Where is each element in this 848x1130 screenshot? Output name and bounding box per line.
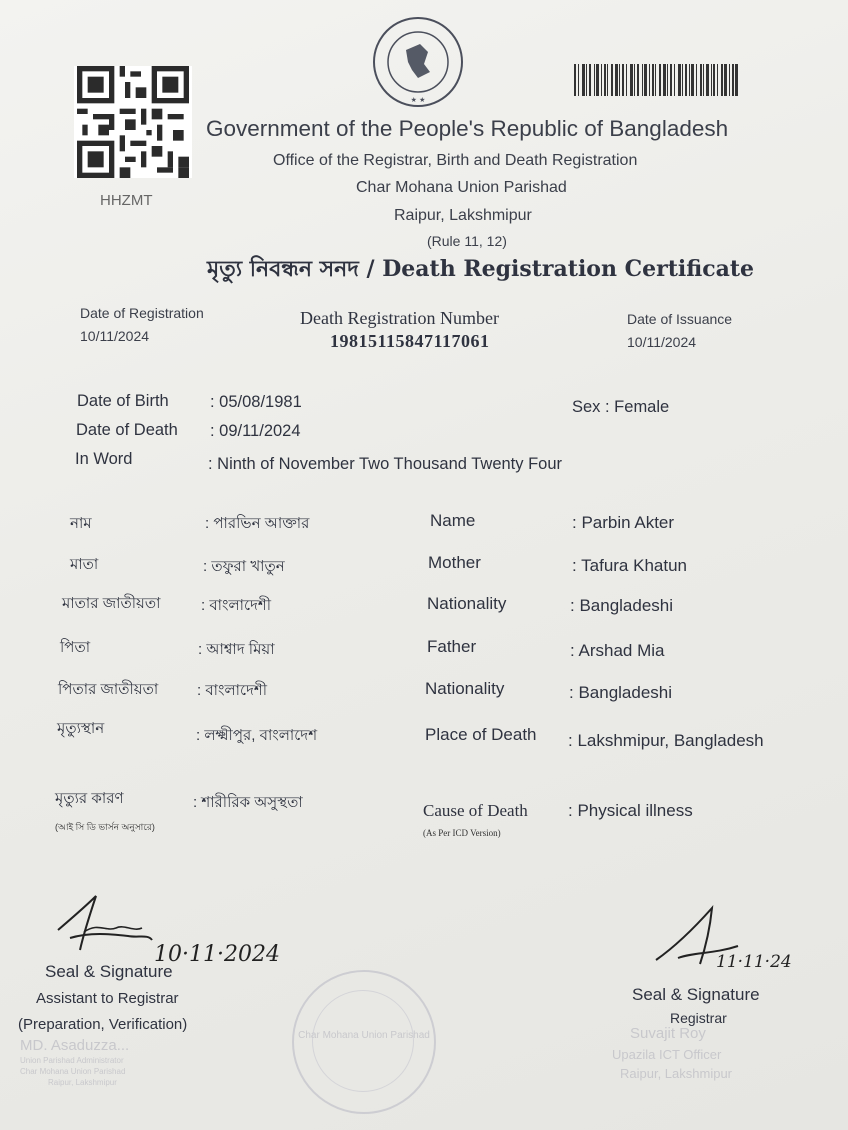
office-line: Office of the Registrar, Birth and Death Registration bbox=[273, 152, 638, 169]
registrar-stamp-line1: Upazila ICT Officer bbox=[612, 1047, 722, 1062]
registrar-signature-date: 11·11·24 bbox=[716, 952, 792, 972]
assistant-seal-label: Seal & Signature bbox=[45, 962, 173, 981]
bn-label-cause-of-death: মৃত্যুর কারণ bbox=[55, 790, 124, 807]
en-value-place-of-death: : Lakshmipur, Bangladesh bbox=[568, 731, 764, 750]
en-value-father: : Arshad Mia bbox=[570, 641, 665, 660]
registration-number-value: 19815115847117061 bbox=[330, 331, 490, 351]
registrar-seal-label: Seal & Signature bbox=[632, 985, 760, 1004]
qr-code-label: HHZMT bbox=[100, 192, 153, 209]
barcode bbox=[574, 64, 792, 96]
bn-label-mother: মাতা bbox=[70, 556, 99, 573]
location-line: Raipur, Lakshmipur bbox=[394, 207, 532, 224]
en-label-cause-of-death: Cause of Death bbox=[423, 801, 528, 820]
bn-value-place-of-death: : লক্ষ্মীপুর, বাংলাদেশ bbox=[196, 727, 318, 744]
sex-value: Sex : Female bbox=[572, 398, 670, 416]
bn-label-place-of-death: মৃত্যুস্থান bbox=[57, 720, 105, 737]
en-value-name: : Parbin Akter bbox=[572, 513, 675, 532]
assistant-duty: (Preparation, Verification) bbox=[18, 1016, 188, 1033]
date-of-birth-label: Date of Birth bbox=[77, 392, 169, 410]
assistant-stamp-line2: Char Mohana Union Parishad bbox=[20, 1067, 126, 1076]
bn-value-mother-nationality: : বাংলাদেশী bbox=[201, 597, 272, 614]
date-of-issuance-label: Date of Issuance bbox=[627, 311, 733, 327]
bn-note-cause-of-death: (আই সি ডি ভার্সন অনুসারে) bbox=[55, 822, 155, 832]
date-of-death-label: Date of Death bbox=[76, 421, 178, 439]
certificate-title: মৃত্যু নিবন্ধন সনদ / Death Registration Certificate bbox=[207, 256, 755, 282]
date-of-issuance-value: 10/11/2024 bbox=[627, 334, 697, 350]
assistant-signature-date: 10·11·2024 bbox=[154, 942, 280, 967]
qr-code bbox=[74, 66, 192, 178]
rule-line: (Rule 11, 12) bbox=[427, 233, 507, 249]
government-emblem bbox=[368, 14, 468, 110]
registration-number-label: Death Registration Number bbox=[300, 308, 499, 328]
assistant-stamp-line1: Union Parishad Administrator bbox=[20, 1056, 124, 1065]
registrar-role: Registrar bbox=[670, 1010, 727, 1026]
bn-label-mother-nationality: মাতার জাতীয়তা bbox=[62, 595, 161, 612]
government-heading: Government of the People's Republic of Bangladesh bbox=[206, 116, 729, 141]
en-value-mother-nationality: : Bangladeshi bbox=[570, 596, 674, 615]
en-label-father: Father bbox=[427, 637, 477, 656]
bn-label-father: পিতা bbox=[60, 639, 91, 656]
en-value-cause-of-death: : Physical illness bbox=[568, 801, 693, 820]
bn-label-name: নাম bbox=[70, 515, 92, 532]
en-value-father-nationality: : Bangladeshi bbox=[569, 683, 673, 702]
date-of-birth-value: : 05/08/1981 bbox=[210, 393, 302, 411]
registrar-stamp-name: Suvajit Roy bbox=[630, 1025, 706, 1042]
en-label-mother-nationality: Nationality bbox=[427, 594, 507, 613]
en-label-father-nationality: Nationality bbox=[425, 679, 505, 698]
union-parishad-seal-text: Char Mohana Union Parishad bbox=[298, 1030, 430, 1041]
en-value-mother: : Tafura Khatun bbox=[572, 556, 687, 575]
en-note-cause-of-death: (As Per ICD Version) bbox=[423, 828, 501, 838]
bn-value-mother: : তফুরা খাতুন bbox=[203, 558, 285, 575]
in-word-label: In Word bbox=[75, 450, 133, 468]
date-of-death-value: : 09/11/2024 bbox=[210, 422, 301, 440]
union-parishad-seal bbox=[292, 970, 436, 1114]
bn-value-cause-of-death: : শারীরিক অসুস্থতা bbox=[193, 794, 303, 811]
registrar-stamp-line2: Raipur, Lakshmipur bbox=[620, 1066, 732, 1081]
assistant-stamp-line3: Raipur, Lakshmipur bbox=[48, 1078, 117, 1087]
in-word-value: : Ninth of November Two Thousand Twenty Four bbox=[208, 455, 563, 473]
en-label-name: Name bbox=[430, 511, 476, 530]
date-of-registration-value: 10/11/2024 bbox=[80, 328, 150, 344]
svg-text:★ ★: ★ ★ bbox=[410, 96, 426, 104]
bn-value-name: : পারভিন আক্তার bbox=[205, 515, 310, 532]
date-of-registration-label: Date of Registration bbox=[80, 305, 204, 321]
en-label-mother: Mother bbox=[428, 553, 481, 572]
bn-value-father: : আশ্বাদ মিয়া bbox=[198, 641, 275, 658]
assistant-stamp-name: MD. Asaduzza... bbox=[20, 1037, 130, 1054]
bn-value-father-nationality: : বাংলাদেশী bbox=[197, 682, 268, 699]
union-line: Char Mohana Union Parishad bbox=[356, 179, 567, 196]
bn-label-father-nationality: পিতার জাতীয়তা bbox=[58, 681, 159, 698]
en-label-place-of-death: Place of Death bbox=[425, 725, 537, 744]
assistant-role: Assistant to Registrar bbox=[36, 990, 179, 1007]
